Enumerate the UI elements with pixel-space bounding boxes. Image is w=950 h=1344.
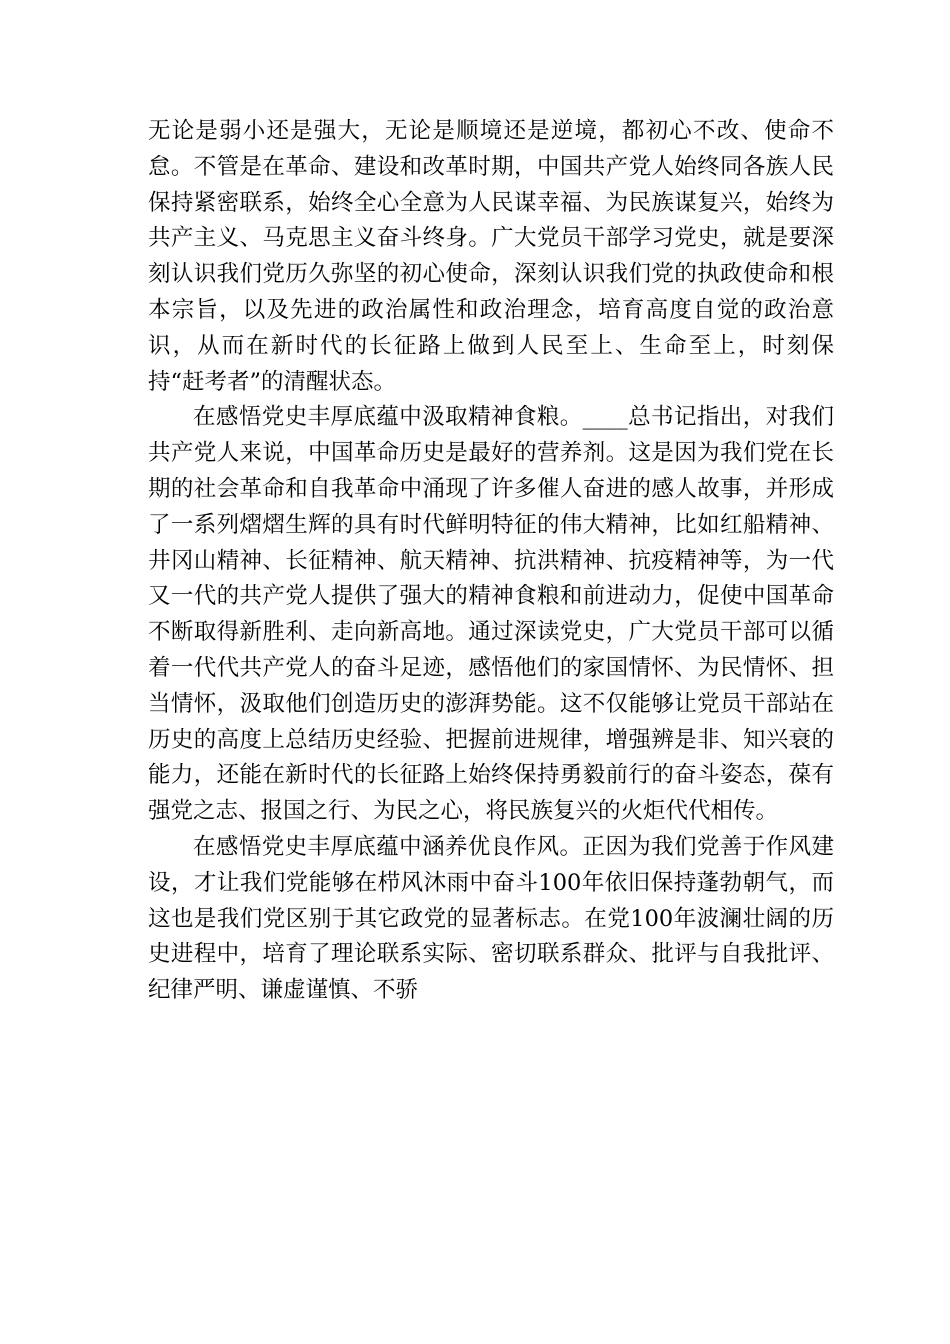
paragraph-1: 无论是弱小还是强大，无论是顺境还是逆境，都初心不改、使命不怠。不管是在革命、建设和改革时期，中国共产党人始终同各族人民保持紧密联系，始终全心全意为人民谋幸福、为民族谋复兴，始终为共产主义、马克思主义奋斗终身。广大党员干部学习党史，就是要深刻认识我们党历久弥坚的初心使命，深刻认识我们党的执政使命和根本宗旨，以及先进的政治属性和政治理念，培育高度自觉的政治意识，从而在新时代的长征路上做到人民至上、生命至上，时刻保持“赶考者”的清醒状态。: [148, 118, 834, 395]
paragraph-2: 在感悟党史丰厚底蕴中汲取精神食粮。____总书记指出，对我们共产党人来说，中国革命历史是最好的营养剂。这是因为我们党在长期的社会革命和自我革命中涌现了许多催人奋进的感人故事，并形成了一系列熠熠生辉的具有时代鲜明特征的伟大精神，比如红船精神、井冈山精神、长征精神、航天精神、抗洪精神、抗疫精神等，为一代又一代的共产党人提供了强大的精神食粮和前进动力，促使中国革命不断取得新胜利、走向新高地。通过深读党史，广大党员干部可以循着一代代共产党人的奋斗足迹，感悟他们的家国情怀、为民情怀、担当情怀，汲取他们创造历史的澎湃势能。这不仅能够让党员干部站在历史的高度上总结历史经验、把握前进规律，增强辨是非、知兴衰的能力，还能在新时代的长征路上始终保持勇毅前行的奋斗姿态，葆有强党之志、报国之行、为民之心，将民族复兴的火炬代代相传。: [148, 404, 834, 825]
document-body: [148, 114, 834, 1009]
paragraph-3: 在感悟党史丰厚底蕴中涵养优良作风。正因为我们党善于作风建设，才让我们党能够在栉风沐雨中奋斗100年依旧保持蓬勃朝气，而这也是我们党区别于其它政党的显著标志。在党100年波澜壮阔的历史进程中，培育了理论联系实际、密切联系群众、批评与自我批评、纪律严明、谦虚谨慎、不骄: [148, 833, 834, 1004]
